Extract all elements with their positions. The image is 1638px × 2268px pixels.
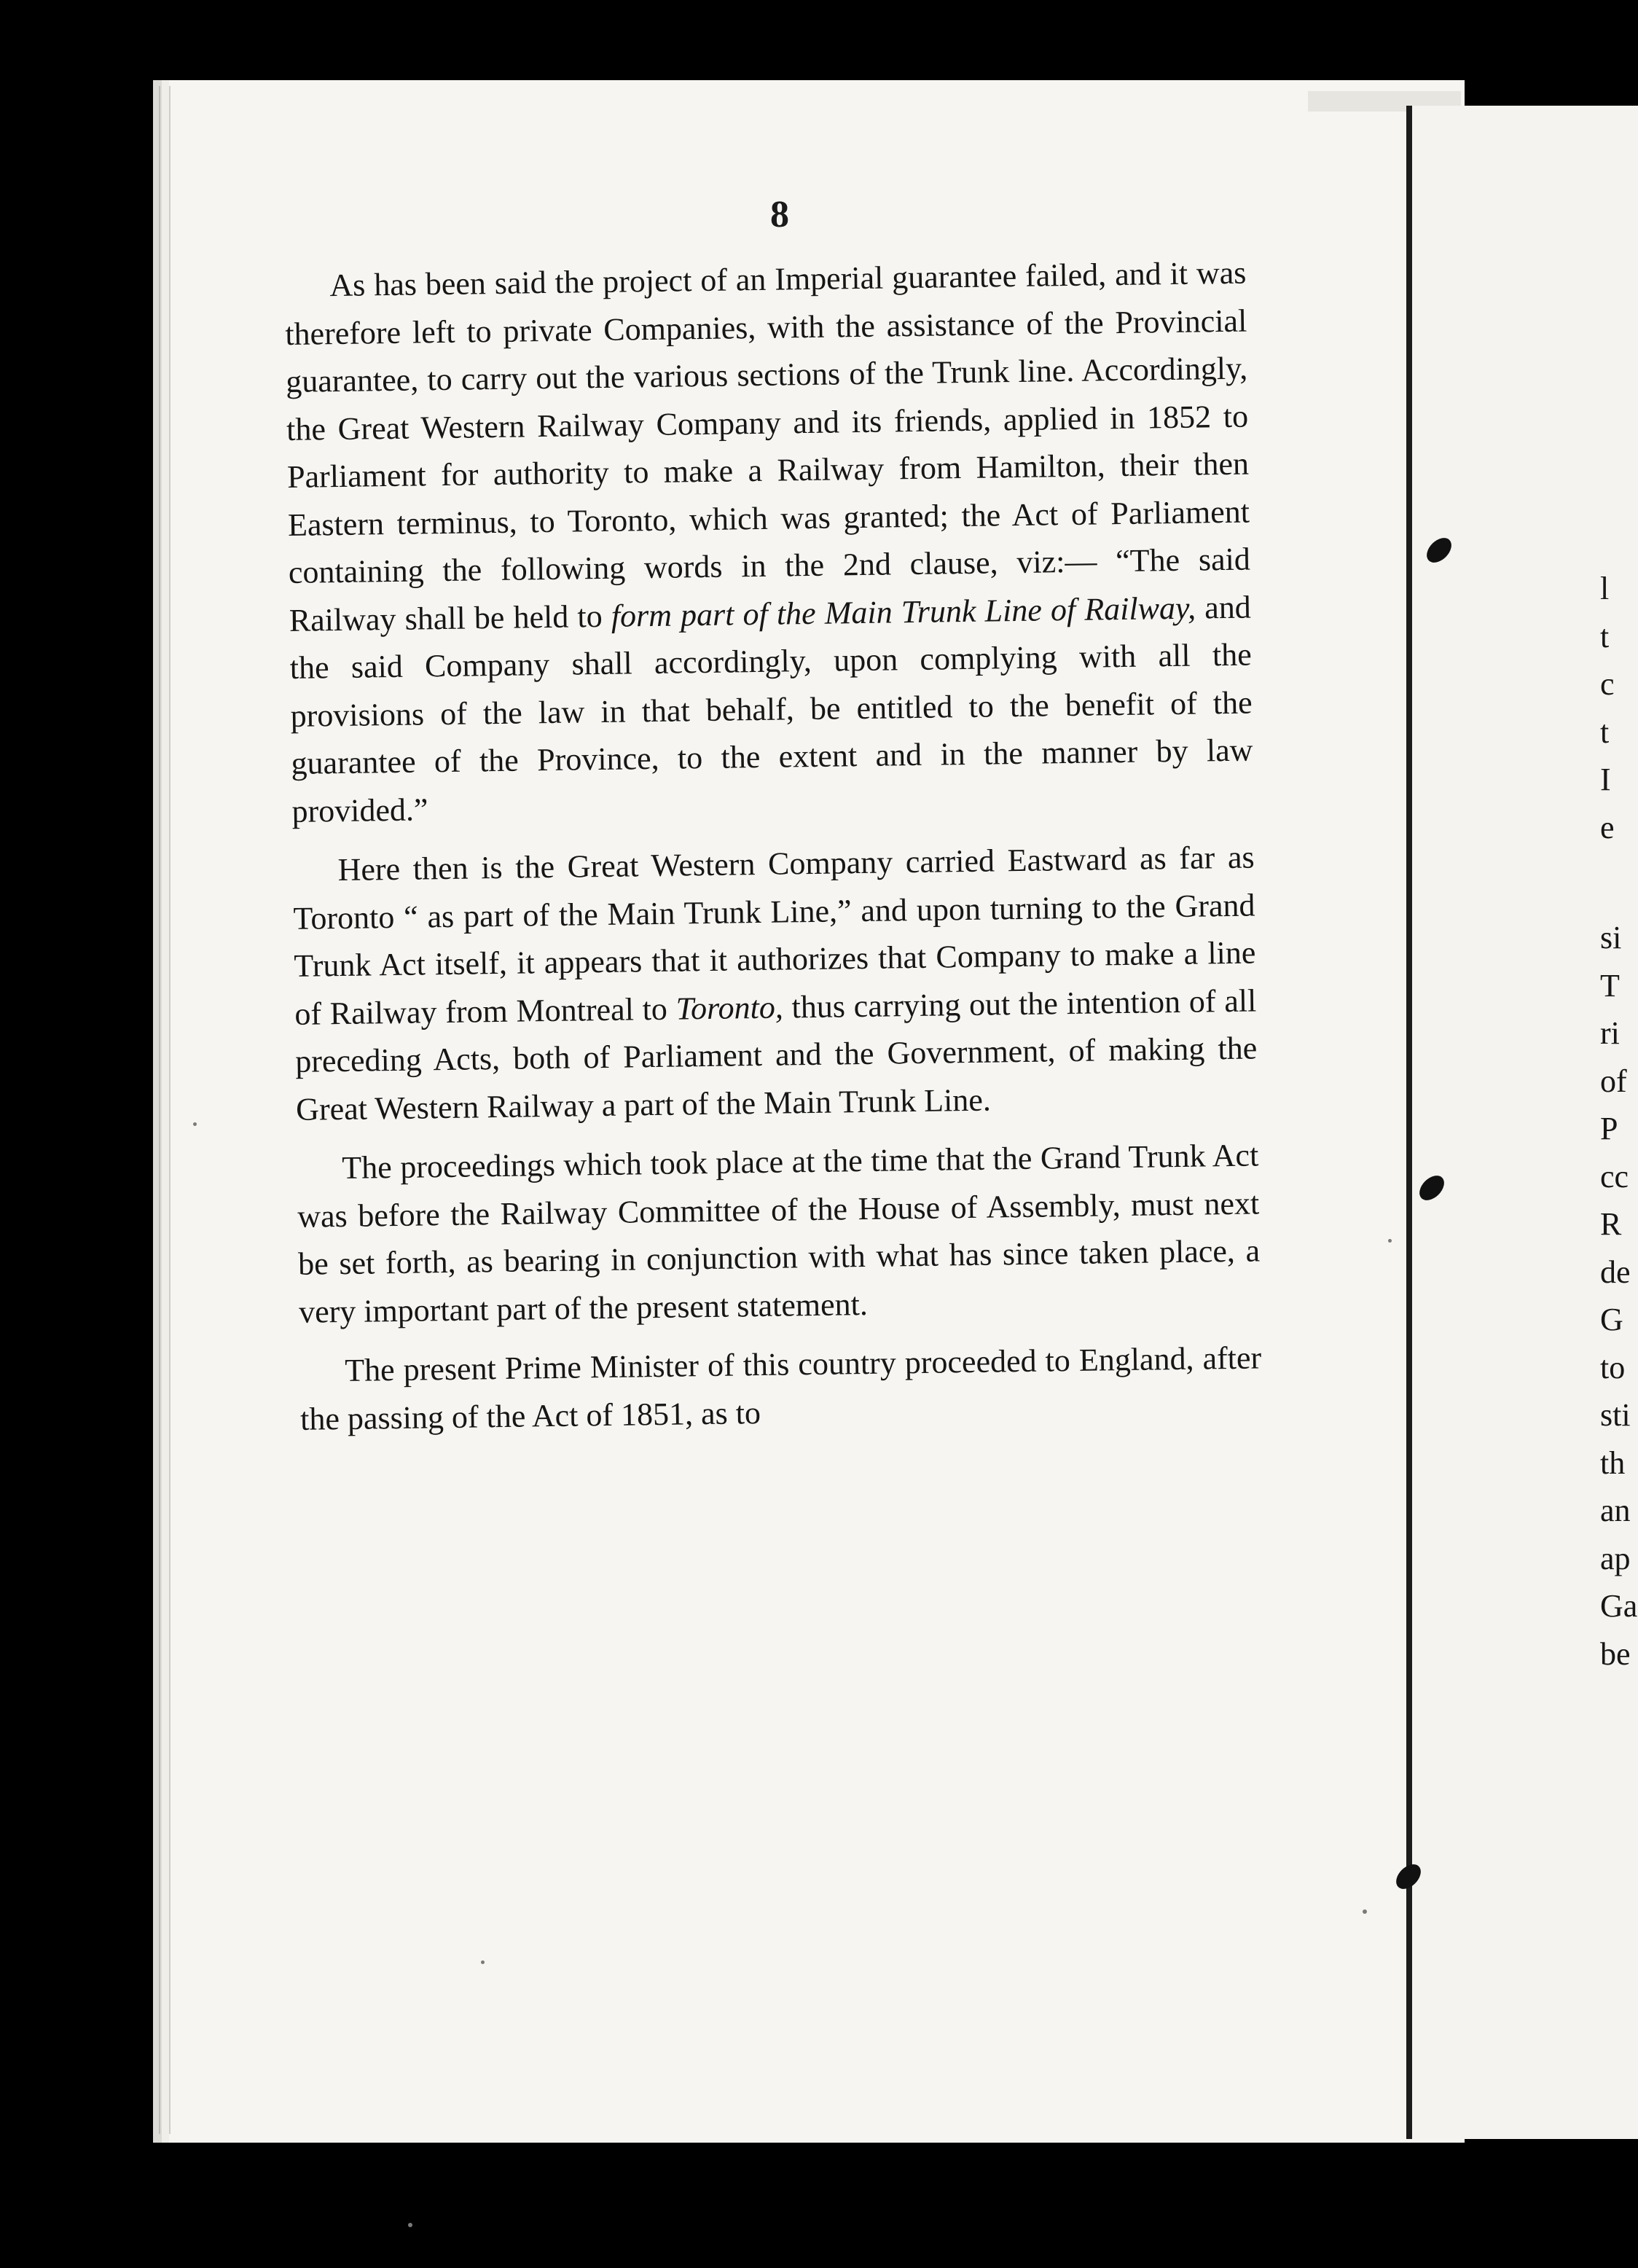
text-fragment: P [1600, 1111, 1618, 1146]
text-fragment: l [1600, 571, 1610, 606]
paper-speck [1363, 1909, 1367, 1914]
text-fragment: G [1600, 1302, 1623, 1337]
paper-speck [408, 2223, 412, 2227]
text-fragment: th [1600, 1444, 1626, 1481]
text-fragment: ap [1600, 1540, 1631, 1576]
text-fragment: T [1600, 967, 1620, 1004]
page-number: 8 [770, 194, 789, 235]
text-fragment: an [1600, 1493, 1631, 1528]
paragraph: Here then is the Great Western Company carried Eastward as far as Toronto “ as part of the Main Trunk Line,” and upon turning to the Grand Trunk Act itself, it appears that it authorizes that Company to make a line of Railway from Montreal to Toronto, thus carrying out the intention of all preceding Acts, both of Parliament and the Government, of making the Great Western Railway a part of the Main Trunk Line. [293, 839, 1258, 1127]
text-fragment: to [1600, 1349, 1626, 1385]
paragraph-gap [1600, 851, 1638, 914]
text-fragment: de [1600, 1254, 1631, 1290]
text-fragment: e [1600, 809, 1615, 845]
page-edge-line [169, 86, 171, 2134]
text-fragment: R [1600, 1206, 1622, 1242]
text-fragment: Ga [1600, 1588, 1638, 1624]
page-edge-line [159, 86, 160, 2134]
paragraph: The present Prime Minister of this country proceeded to England, after the passing of the Act of 1851, as to [299, 1340, 1262, 1437]
text-fragment: I [1600, 762, 1611, 797]
text-fragment: si [1600, 920, 1622, 955]
text-fragment: ri [1600, 1015, 1620, 1051]
facing-page-text [1600, 565, 1638, 1678]
paper-speck [193, 1122, 197, 1126]
text-fragment: c [1600, 666, 1615, 702]
text-fragment: t [1600, 713, 1610, 750]
text-fragment: t [1600, 618, 1610, 654]
body-text [284, 249, 1263, 1455]
text-fragment: sti [1600, 1397, 1631, 1433]
text-fragment: cc [1600, 1158, 1629, 1194]
text-fragment: of [1600, 1063, 1627, 1099]
paragraph: The proceedings which took place at the time that the Grand Trunk Act was before the Railway Committee of the House of Assembly, must next be set forth, as bearing in conjunction with what has since taken place, a very important part of the present statement. [297, 1137, 1261, 1330]
text-fragment: be [1600, 1635, 1631, 1672]
paper-speck [481, 1960, 485, 1964]
binding-gutter [1406, 106, 1412, 2139]
paragraph: As has been said the project of an Imperial guarantee failed, and it was therefore left to private Companies, with the assistance of the Provincial guarantee, to carry out the various sections of the Trunk line. Accordingly, the Great Western Railway Company and its friends, applied in 1852 to Parliament for authority to make a Railway from Hamilton, their then Eastern terminus, to Toronto, which was granted; the Act of Parliament containing the following words in the 2nd clause, viz:— “The said Railway shall be held to form part of the Main Trunk Line of Railway, and the said Company shall accordingly, upon complying with all the provisions of the law in that behalf, be entitled to the benefit of the guarantee of the Province, to the extent and in the manner by law provided.” [285, 254, 1253, 829]
paper-speck [1388, 1239, 1392, 1243]
